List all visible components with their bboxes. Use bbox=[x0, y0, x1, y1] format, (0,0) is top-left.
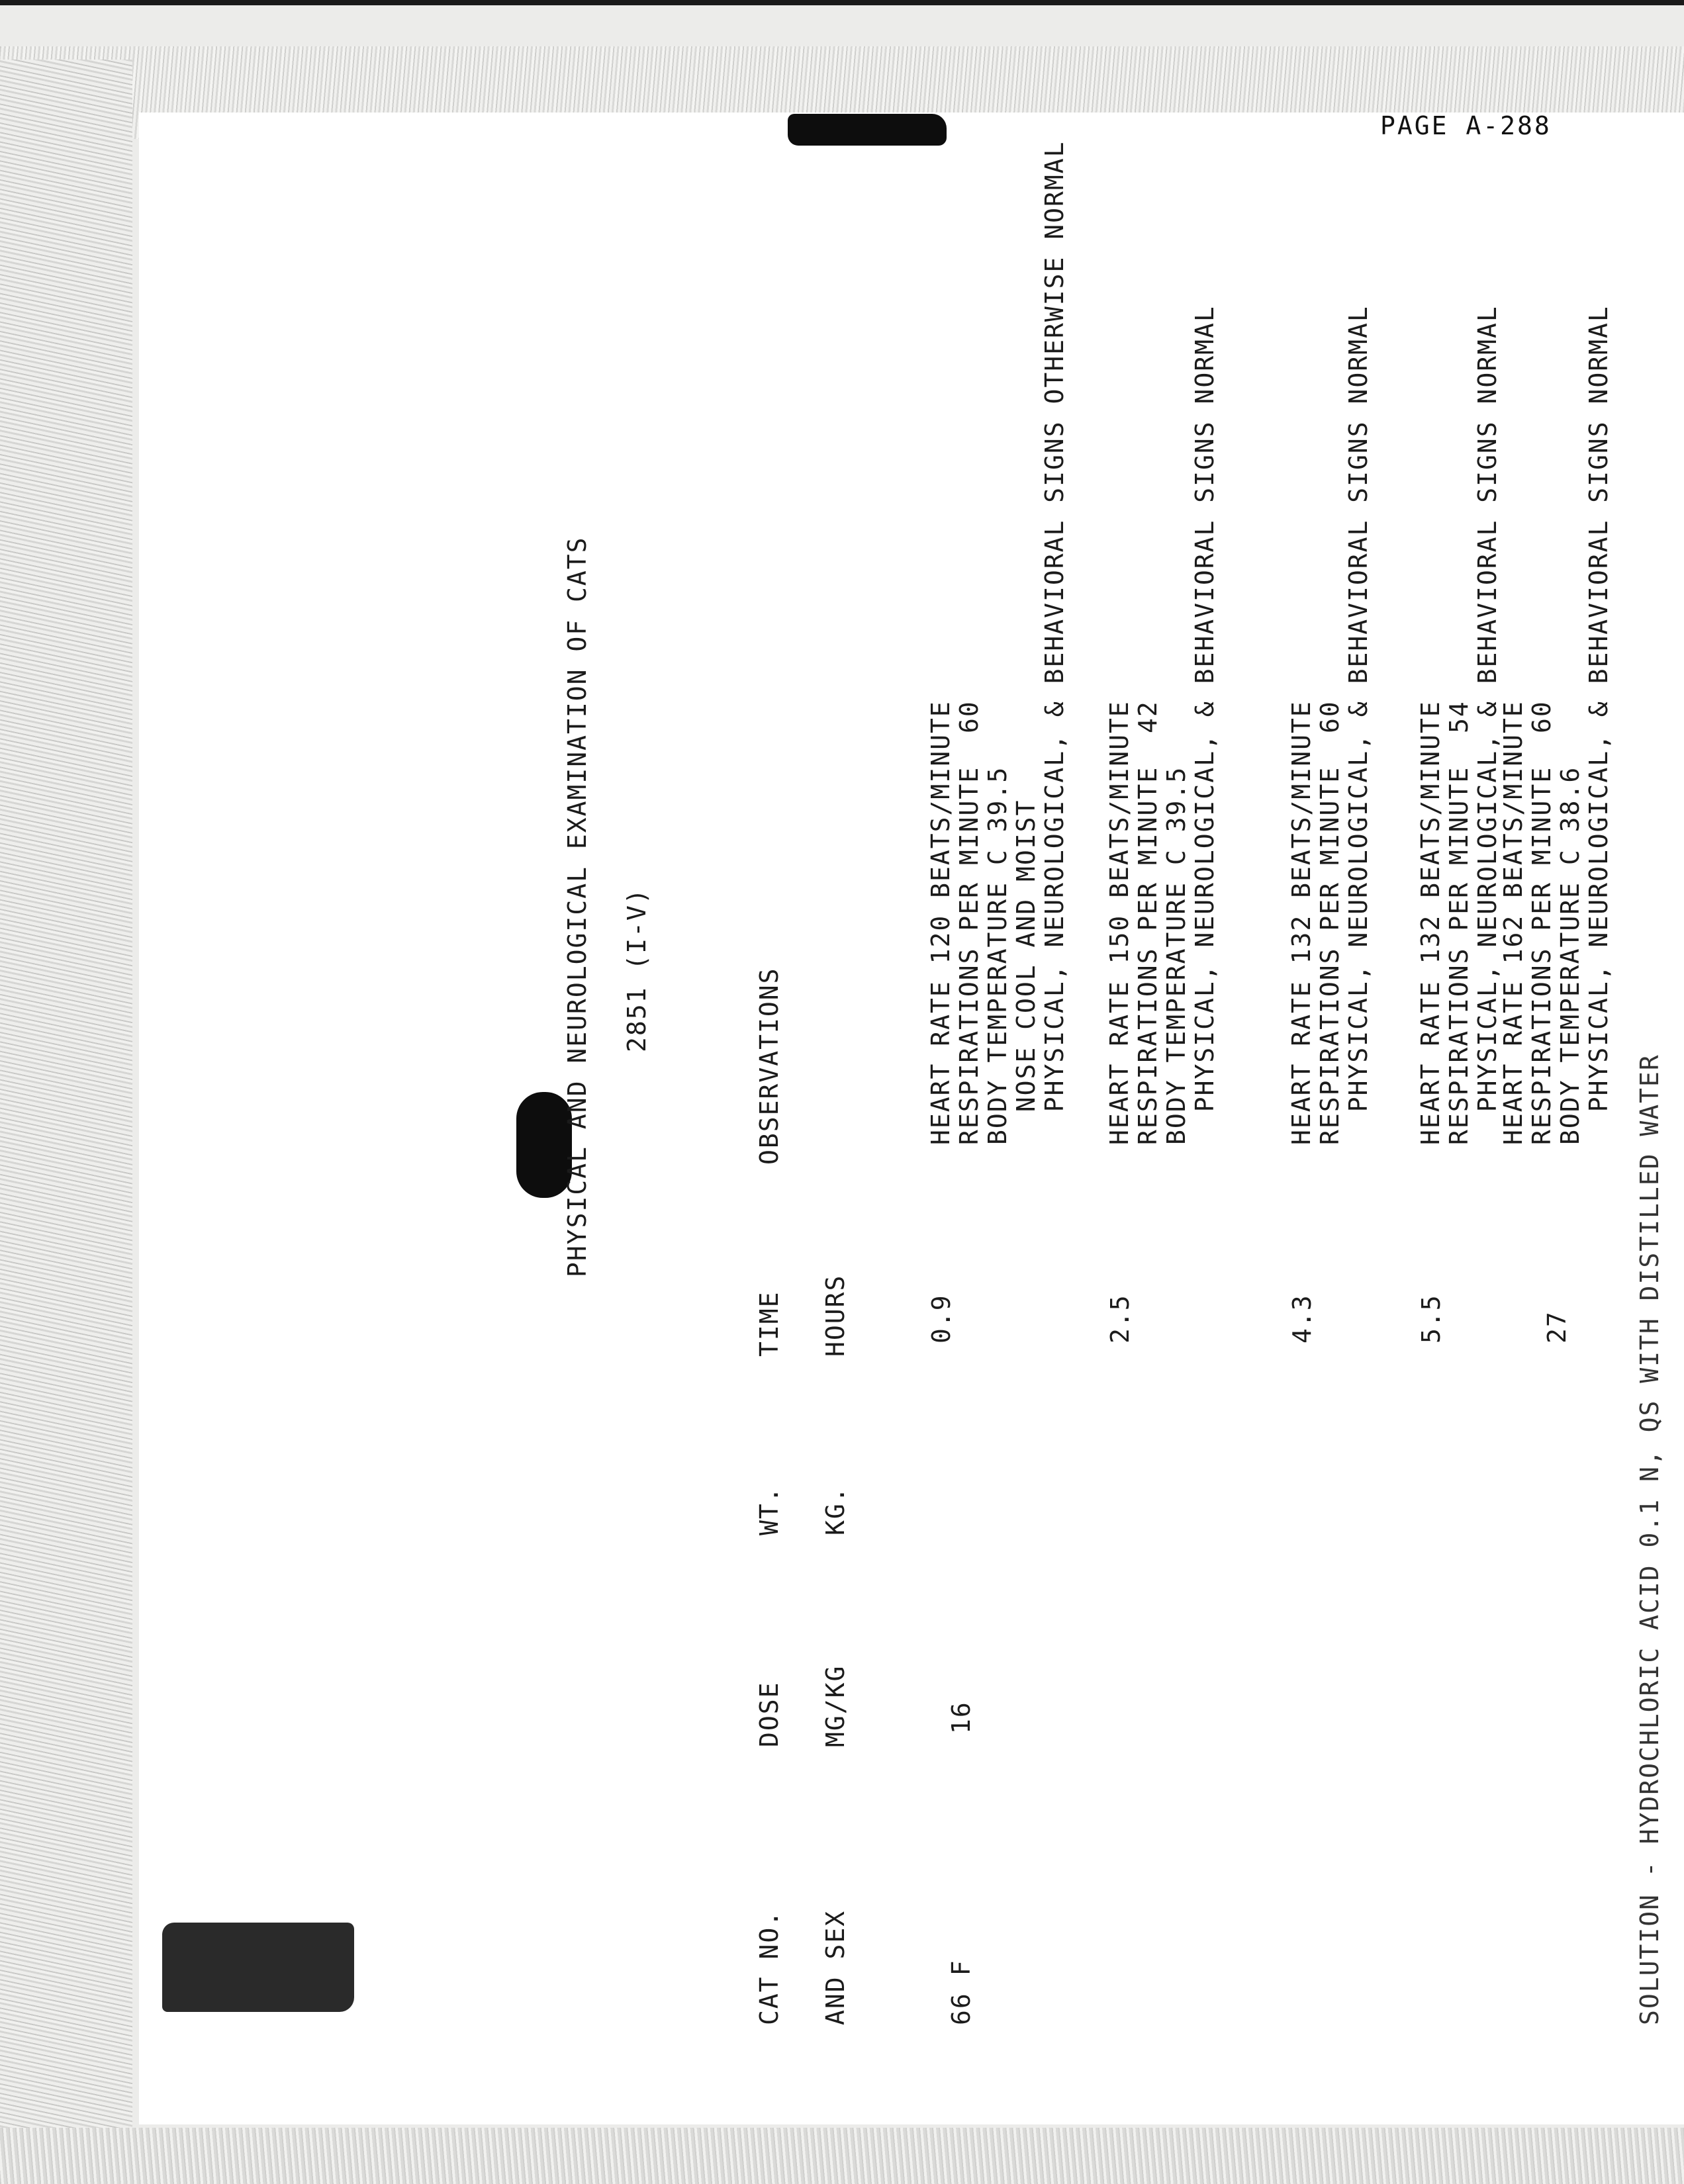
scan-top-rule bbox=[0, 0, 1684, 5]
observation-line: RESPIRATIONS PER MINUTE 60 bbox=[1315, 700, 1344, 1145]
observation-text bbox=[1287, 305, 1373, 1145]
rotated-report bbox=[86, 106, 1664, 2025]
observation-line: HEART RATE 162 BEATS/MINUTE bbox=[1499, 700, 1528, 1145]
header-weight: WT. bbox=[755, 1486, 784, 1535]
observation-line: HEART RATE 150 BEATS/MINUTE bbox=[1105, 700, 1134, 1145]
report-title: PHYSICAL AND NEUROLOGICAL EXAMINATION OF CATS bbox=[563, 536, 592, 1277]
observation-line: BODY TEMPERATURE C 38.6 bbox=[1556, 766, 1585, 1145]
cat-number-sex: 66 F bbox=[947, 1959, 976, 2025]
observation-line: RESPIRATIONS PER MINUTE 60 bbox=[1527, 700, 1556, 1145]
observation-line: RESPIRATIONS PER MINUTE 60 bbox=[955, 700, 984, 1145]
observation-line: HEART RATE 132 BEATS/MINUTE bbox=[1287, 700, 1316, 1145]
observation-time: 0.9 bbox=[927, 1294, 956, 1343]
observation-text bbox=[1499, 305, 1613, 1145]
observation-line: PHYSICAL, NEUROLOGICAL, & BEHAVIORAL SIGNS NORMAL bbox=[1584, 305, 1613, 1145]
observation-time: 5.5 bbox=[1417, 1294, 1446, 1343]
observation-time: 2.5 bbox=[1105, 1294, 1135, 1343]
observation-line: BODY TEMPERATURE C 39.5 bbox=[983, 766, 1012, 1145]
observation-line: HEART RATE 120 BEATS/MINUTE bbox=[926, 700, 955, 1145]
solution-footnote: SOLUTION - HYDROCHLORIC ACID 0.1 N, QS WITH DISTILLED WATER bbox=[1635, 1054, 1664, 2025]
report-subtitle: 2851 (I-V) bbox=[622, 887, 651, 1052]
cat-dose: 16 bbox=[947, 1701, 976, 1734]
observation-line: NOSE COOL AND MOIST bbox=[1011, 799, 1041, 1145]
scan-noise-bottom bbox=[0, 2128, 1684, 2184]
observation-text bbox=[927, 140, 1069, 1145]
observation-line: PHYSICAL, NEUROLOGICAL, & BEHAVIORAL SIGNS NORMAL bbox=[1473, 305, 1502, 1145]
observation-line: RESPIRATIONS PER MINUTE 54 bbox=[1444, 700, 1474, 1145]
observation-line: HEART RATE 132 BEATS/MINUTE bbox=[1416, 700, 1445, 1145]
observation-line: PHYSICAL, NEUROLOGICAL, & BEHAVIORAL SIGNS NORMAL bbox=[1190, 305, 1219, 1145]
header-and-sex: AND SEX bbox=[821, 1909, 850, 2025]
header-observations: OBSERVATIONS bbox=[755, 967, 784, 1165]
header-dose: DOSE bbox=[755, 1681, 784, 1747]
observation-text bbox=[1417, 305, 1502, 1145]
page-number: PAGE A-288 bbox=[1380, 111, 1552, 140]
observation-time: 27 bbox=[1542, 1310, 1571, 1343]
header-time-unit: HOURS bbox=[821, 1274, 850, 1357]
header-cat-no: CAT NO. bbox=[755, 1909, 784, 2025]
observation-line: RESPIRATIONS PER MINUTE 42 bbox=[1133, 700, 1162, 1145]
observation-time: 4.3 bbox=[1287, 1294, 1317, 1343]
observation-text bbox=[1105, 305, 1219, 1145]
observation-line: PHYSICAL, NEUROLOGICAL, & BEHAVIORAL SIGNS NORMAL bbox=[1344, 305, 1373, 1145]
observation-line: BODY TEMPERATURE C 39.5 bbox=[1162, 766, 1191, 1145]
header-weight-unit: KG. bbox=[821, 1486, 850, 1535]
header-dose-unit: MG/KG bbox=[821, 1664, 850, 1747]
header-time: TIME bbox=[755, 1291, 784, 1357]
observation-line: PHYSICAL, NEUROLOGICAL, & BEHAVIORAL SIGNS OTHERWISE NORMAL bbox=[1040, 140, 1069, 1145]
